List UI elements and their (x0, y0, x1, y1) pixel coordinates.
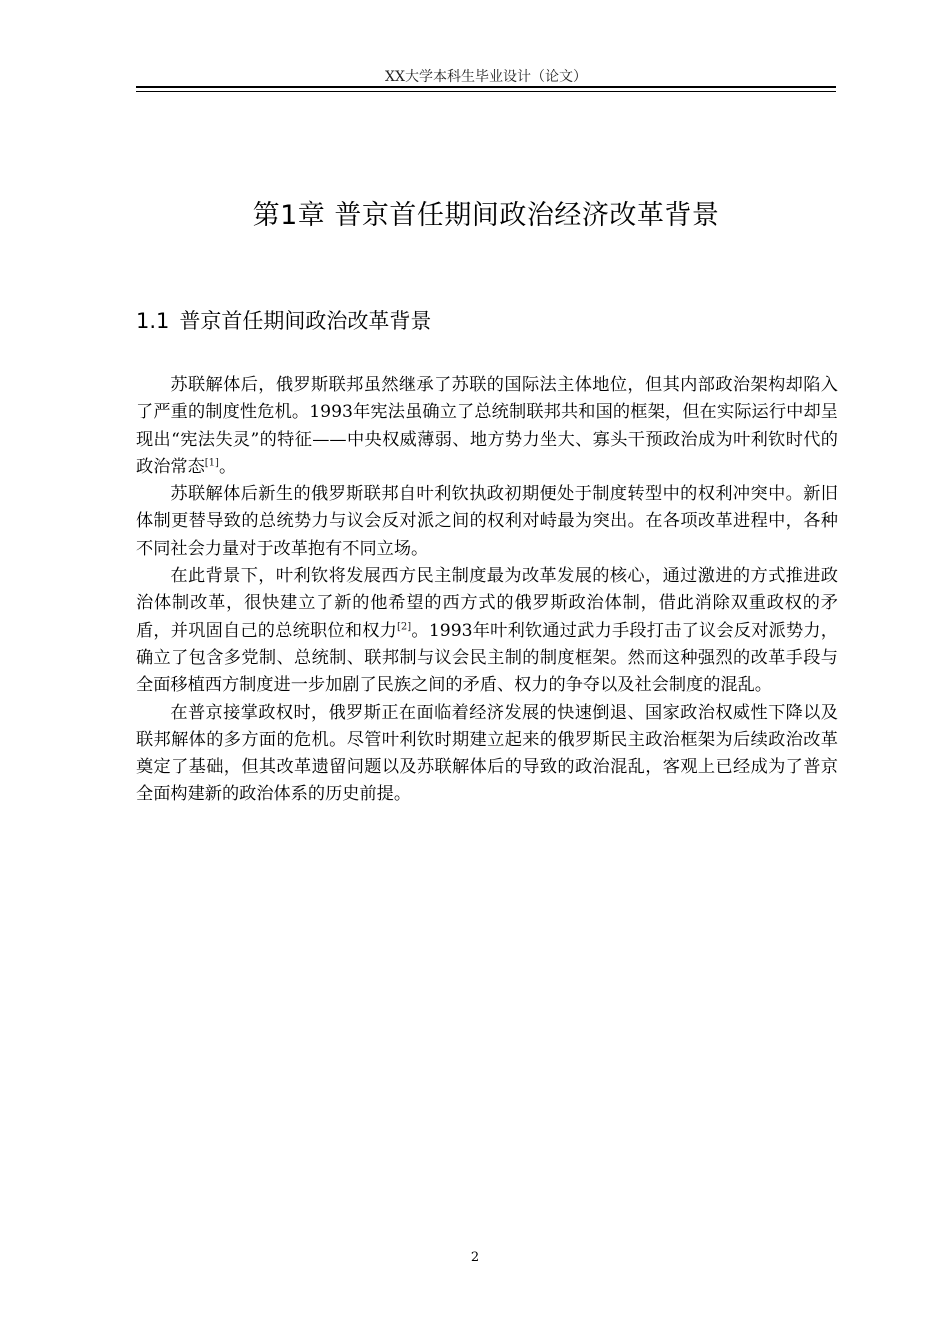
section-number: 1.1 (136, 309, 170, 333)
paragraph-4 (136, 700, 838, 809)
paragraph-1-text: 苏联解体后，俄罗斯联邦虽然继承了苏联的国际法主体地位，但其内部政治架构却陷入了严重的制度性危机。1993年宪法虽确立了总统制联邦共和国的框架，但在实际运行中却呈现出“宪法失灵”的特征——中央权威薄弱、地方势力坐大、寡头干预政治成为叶利钦时代的政治常态 (136, 375, 838, 477)
paragraph-1-tail: 。 (218, 456, 237, 477)
chapter-title: 第1章 普京首任期间政治经济改革背景 (252, 200, 720, 231)
paragraph-3 (136, 563, 838, 699)
section-title (136, 305, 431, 335)
running-header: XX大学本科生毕业设计（论文） (385, 69, 587, 85)
header-rule-thick (136, 86, 836, 88)
header-rule-thin (136, 91, 836, 92)
citation-2: [2] (397, 620, 412, 632)
paragraph-2 (136, 481, 838, 563)
body-text (136, 372, 838, 809)
paragraph-3-text: 在此背景下，叶利钦将发展西方民主制度最为改革发展的核心，通过激进的方式推进政治体制改革，很快建立了新的他希望的西方式的俄罗斯政治体制，借此消除双重政权的矛盾，并巩固自己的总统职位和权力 (136, 566, 838, 641)
paragraph-1 (136, 372, 838, 481)
page-number: 2 (470, 1250, 480, 1265)
section-title-text: 普京首任期间政治改革背景 (179, 309, 432, 333)
citation-1: [1] (204, 457, 219, 469)
paragraph-3-tail: 。1993年叶利钦通过武力手段打击了议会反对派势力，确立了包含多党制、总统制、联邦制与议会民主制的制度框架。然而这种强烈的改革手段与全面移植西方制度进一步加剧了民族之间的矛盾、权力的争夺以及社会制度的混乱。 (136, 620, 838, 696)
paragraph-4-text: 在普京接掌政权时，俄罗斯正在面临着经济发展的快速倒退、国家政治权威性下降以及联邦解体的多方面的危机。尽管叶利钦时期建立起来的俄罗斯民主政治框架为后续政治改革奠定了基础，但其改革遗留问题以及苏联解体后的导致的政治混乱，客观上已经成为了普京全面构建新的政治体系的历史前提。 (136, 702, 838, 805)
paragraph-2-text: 苏联解体后新生的俄罗斯联邦自叶利钦执政初期便处于制度转型中的权利冲突中。新旧体制更替导致的总统势力与议会反对派之间的权利对峙最为突出。在各项改革进程中，各种不同社会力量对于改革抱有不同立场。 (136, 484, 838, 559)
